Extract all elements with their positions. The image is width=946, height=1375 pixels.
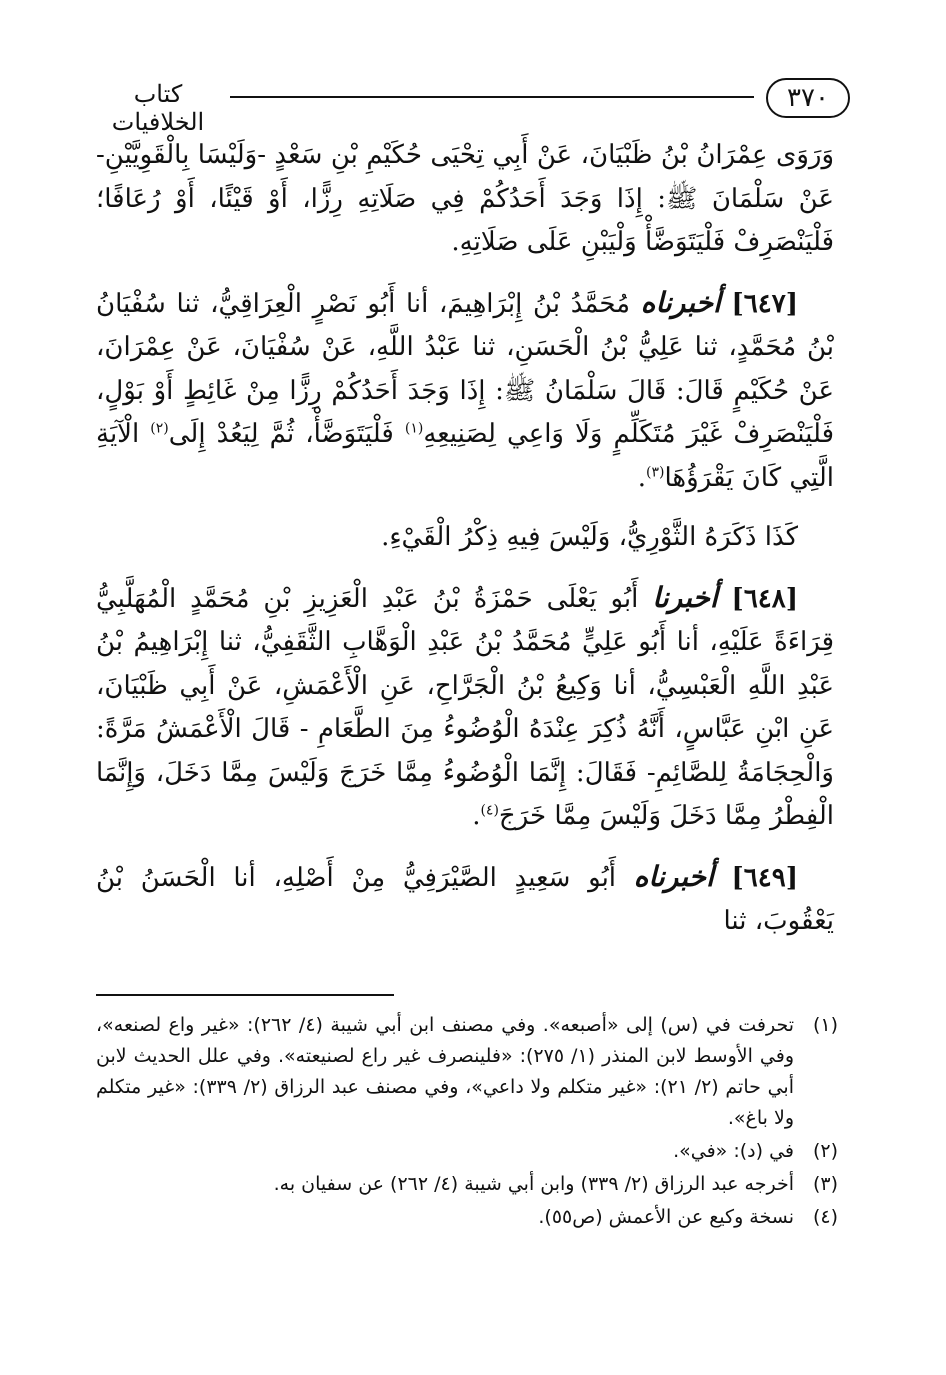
entry-number: [٦٤٧] [731,288,798,319]
footnote-mark: (١) [812,1014,838,1036]
footnote [96,1169,838,1200]
entry-text: . [472,801,481,831]
paragraph-text: كَذَا ذَكَرَهُ الثَّوْرِيُّ، وَلَيْسَ فِيهِ ذِكْرُ الْقَيْءِ. [381,522,798,552]
footnote-text: أخرجه عبد الرزاق (٢/ ٣٣٩) وابن أبي شيبة (٤/ ٢٦٢) عن سفيان به. [273,1173,794,1195]
entry-text: أَبُو سَعِيدٍ الصَّيْرَفِيُّ مِنْ أَصْلِهِ، أنا الْحَسَنُ بْنُ يَعْقُوبَ، ثنا [96,862,834,936]
footnote [96,1136,838,1167]
footnote [96,1202,838,1233]
paragraph-note [96,516,834,560]
entry-lead-word: أخبرناه [633,859,714,893]
entry-number: [٦٤٩] [731,862,799,893]
entry-text: الْآيَةِ الَّتِي كَانَ يَقْرَؤُهَا [96,419,834,493]
entry-lead-word: أخبرناه [640,285,721,319]
main-text [96,134,834,960]
footnote-ref[interactable]: (٤) [480,802,499,819]
footnote-ref[interactable]: (١) [404,420,424,437]
entry-lead-word: أخبرنا [652,580,718,614]
hadith-entry-648 [96,576,834,839]
page-number: ٣٧٠ [766,78,850,118]
footnote-mark: (٢) [812,1140,838,1162]
footnote-mark: (٤) [812,1206,838,1228]
hadith-entry-647 [96,281,834,501]
footnote-text: في (د): «في». [673,1140,794,1162]
paragraph-continuation [96,134,834,265]
footnote-text: تحرفت في (س) إلى «أصبعه». وفي مصنف ابن أبي شيبة (٤/ ٢٦٢): «غير واع لصنعه»، وفي الأوسط لابن المنذر (١/ ٢٧٥): «فلينصرف غير راع لصنيعته». وفي علل الحديث لابن أبي حاتم (٢/ ٢١): «غير متكلم ولا داعي»، وفي مصنف عبد الرزاق (٢/ ٣٣٩): «غير متكلم ولا باغ». [96,1014,794,1129]
entry-text: فَلْيَتَوَضَّأْ، ثُمَّ لِيَعُدْ إِلَى [168,419,405,449]
footnote-mark: (٣) [812,1173,838,1195]
hadith-entry-649 [96,855,834,944]
entry-text: . [637,462,647,493]
footnote [96,1010,838,1134]
footnote-ref[interactable]: (٣) [646,463,665,480]
entry-number: [٦٤٨] [731,583,799,614]
footnote-ref[interactable]: (٢) [150,420,169,437]
book-title: كتاب الخلافيات [111,80,205,136]
page-header [90,78,850,136]
entry-text: أَبُو يَعْلَى حَمْزَةُ بْنُ عَبْدِ الْعَزِيزِ بْنِ مُحَمَّدٍ الْمُهَلَّبِيُّ قِرَاءَةً عَلَيْهِ، أنا أَبُو عَلِيٍّ مُحَمَّدُ بْنُ عَبْدِ الْوَهَّابِ الثَّقَفِيُّ، ثنا إِبْرَاهِيمُ بْنُ عَبْدِ اللَّهِ الْعَبْسِيُّ، أنا وَكِيعُ بْنُ الْجَرَّاحِ، عَنِ الْأَعْمَشِ، عَنْ أَبِي ظَبْيَانَ، عَنِ ابْنِ عَبَّاسٍ، أَنَّهُ ذُكِرَ عِنْدَهُ الْوُضُوءُ مِنَ الطَّعَامِ - قَالَ الْأَعْمَشُ مَرَّةً: وَالْحِجَامَةُ لِلصَّائِمِ- فَقَالَ: إِنَّمَا الْوُضُوءُ مِمَّا خَرَجَ وَلَيْسَ مِمَّا دَخَلَ، وَإِنَّمَا الْفِطْرُ مِمَّا دَخَلَ وَلَيْسَ مِمَّا خَرَجَ [96,583,834,831]
footnotes [96,1010,838,1235]
footnote-text: نسخة وكيع عن الأعمش (ص٥٥). [538,1206,794,1228]
paragraph-text: وَرَوَى عِمْرَانُ بْنُ ظَبْيَانَ، عَنْ أَبِي تِحْيَى حُكَيْمِ بْنِ سَعْدٍ -وَلَيْسَا بِالْقَوِيَّيْنِ- عَنْ سَلْمَانَ ﷺ: إِذَا وَجَدَ أَحَدُكُمْ فِي صَلَاتِهِ رِزًّا، أَوْ قَيْئًا، أَوْ رُعَافًا؛ فَلْيَنْصَرِفْ فَلْيَتَوَضَّأْ وَلْيَبْنِ عَلَى صَلَاتِهِ. [96,140,834,257]
footnote-separator [96,994,394,996]
header-rule [230,96,754,98]
entry-text: مُحَمَّدُ بْنُ إِبْرَاهِيمَ، أنا أَبُو نَصْرٍ الْعِرَاقِيُّ، ثنا سُفْيَانُ بْنُ مُحَمَّدٍ، ثنا عَلِيُّ بْنُ الْحَسَنِ، ثنا عَبْدُ اللَّهِ، عَنْ سُفْيَانَ، عَنْ عِمْرَانَ، عَنْ حُكَيْمٍ قَالَ: قَالَ سَلْمَانُ ﷺ: إِذَا وَجَدَ أَحَدُكُمْ رِزًّا مِنْ غَائِطٍ أَوْ بَوْلٍ، فَلْيَنْصَرِفْ غَيْرَ مُتَكَلِّمٍ وَلَا وَاعِي لِصَنِيعِهِ [96,288,834,449]
